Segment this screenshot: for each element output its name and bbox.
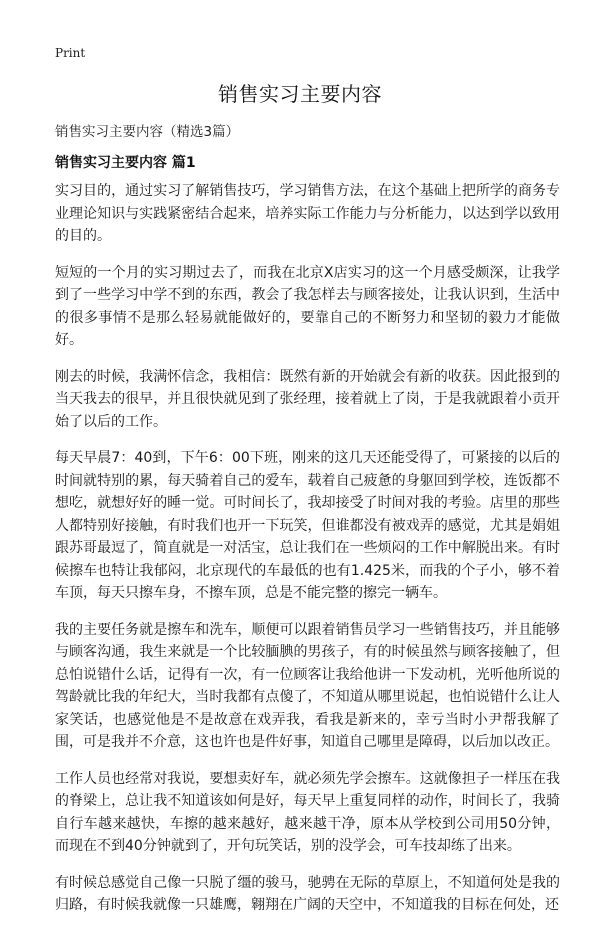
- paragraph: 工作人员也经常对我说，要想卖好车，就必须先学会擦车。这就像担子一样压在我的脊梁上，总让我不知道该如何是好，每天早上重复同样的动作，时间长了，我骑自行车越来越快，车擦的越来越好，越来越干净，原本从学校到公司用50分钟，而现在不到40分钟就到了，开句玩笑话，别的没学会，可车技却练了出来。: [55, 770, 560, 854]
- paragraph: 有时候总感觉自己像一只脱了缰的骏马，驰骋在无际的草原上，不知道何处是我的归路，有时候我就像一只雄鹰，翱翔在广阔的天空中，不知道我的目标在何处，还: [55, 874, 560, 913]
- paragraph: 我的主要任务就是擦车和洗车，顺便可以跟着销售员学习一些销售技巧，并且能够与顾客沟通，我生来就是一个比较腼腆的男孩子，有的时候虽然与顾客接触了，但总怕说错什么话，记得有一次，有一位顾客让我给他讲一下发动机，光听他所说的驾龄就比我的年纪大，当时我都有点傻了，不知道从哪里说起，也怕说错什么让人家笑话，也感觉他是不是故意在戏弄我，看我是新来的，幸亏当时小尹帮我解了围，可是我并不介意，这也许也是件好事，知道自己哪里是障碍，以后加以改正。: [55, 621, 560, 750]
- page-title: 销售实习主要内容: [218, 82, 382, 106]
- print-link[interactable]: Print: [55, 46, 86, 60]
- article-body: [55, 180, 560, 931]
- paragraph: 每天早晨7：40到，下午6：00下班，刚来的这几天还能受得了，可紧接的以后的时间就特别的累，每天骑着自己的爱车，载着自己疲惫的身躯回到学校，连饭都不想吃，就想好好的睡一觉。可时间长了，我却接受了时间对我的考验。店里的那些人都特别好接触，有时我们也开一下玩笑，但谁都没有被戏弄的感觉，尤其是娟姐跟苏哥最逗了，简直就是一对活宝，总让我们在一些烦闷的工作中解脱出来。有时候擦车也特让我郁闷，北京现代的车最低的也有1.425米，而我的个子小，够不着车顶，每天只擦车身，不擦车顶，总是不能完整的擦完一辆车。: [55, 450, 560, 601]
- section-heading: 销售实习主要内容 篇1: [55, 155, 196, 171]
- document-subtitle: 销售实习主要内容（精选3篇）: [55, 124, 240, 140]
- paragraph: 刚去的时候，我满怀信念，我相信：既然有新的开始就会有新的收获。因此报到的当天我去的很早，并且很快就见到了张经理，接着就上了岗，于是我就跟着小贡开始了以后的工作。: [55, 368, 560, 430]
- paragraph: 实习目的，通过实习了解销售技巧，学习销售方法，在这个基础上把所学的商务专业理论知识与实践紧密结合起来，培养实际工作能力与分析能力，以达到学以致用的目的。: [55, 183, 560, 244]
- paragraph: 短短的一个月的实习期过去了，而我在北京X店实习的这一个月感受颇深，让我学到了一些学习中学不到的东西，教会了我怎样去与顾客接处，让我认识到，生活中的很多事情不是那么轻易就能做好的，要靠自己的不断努力和坚韧的毅力才能做好。: [55, 264, 560, 348]
